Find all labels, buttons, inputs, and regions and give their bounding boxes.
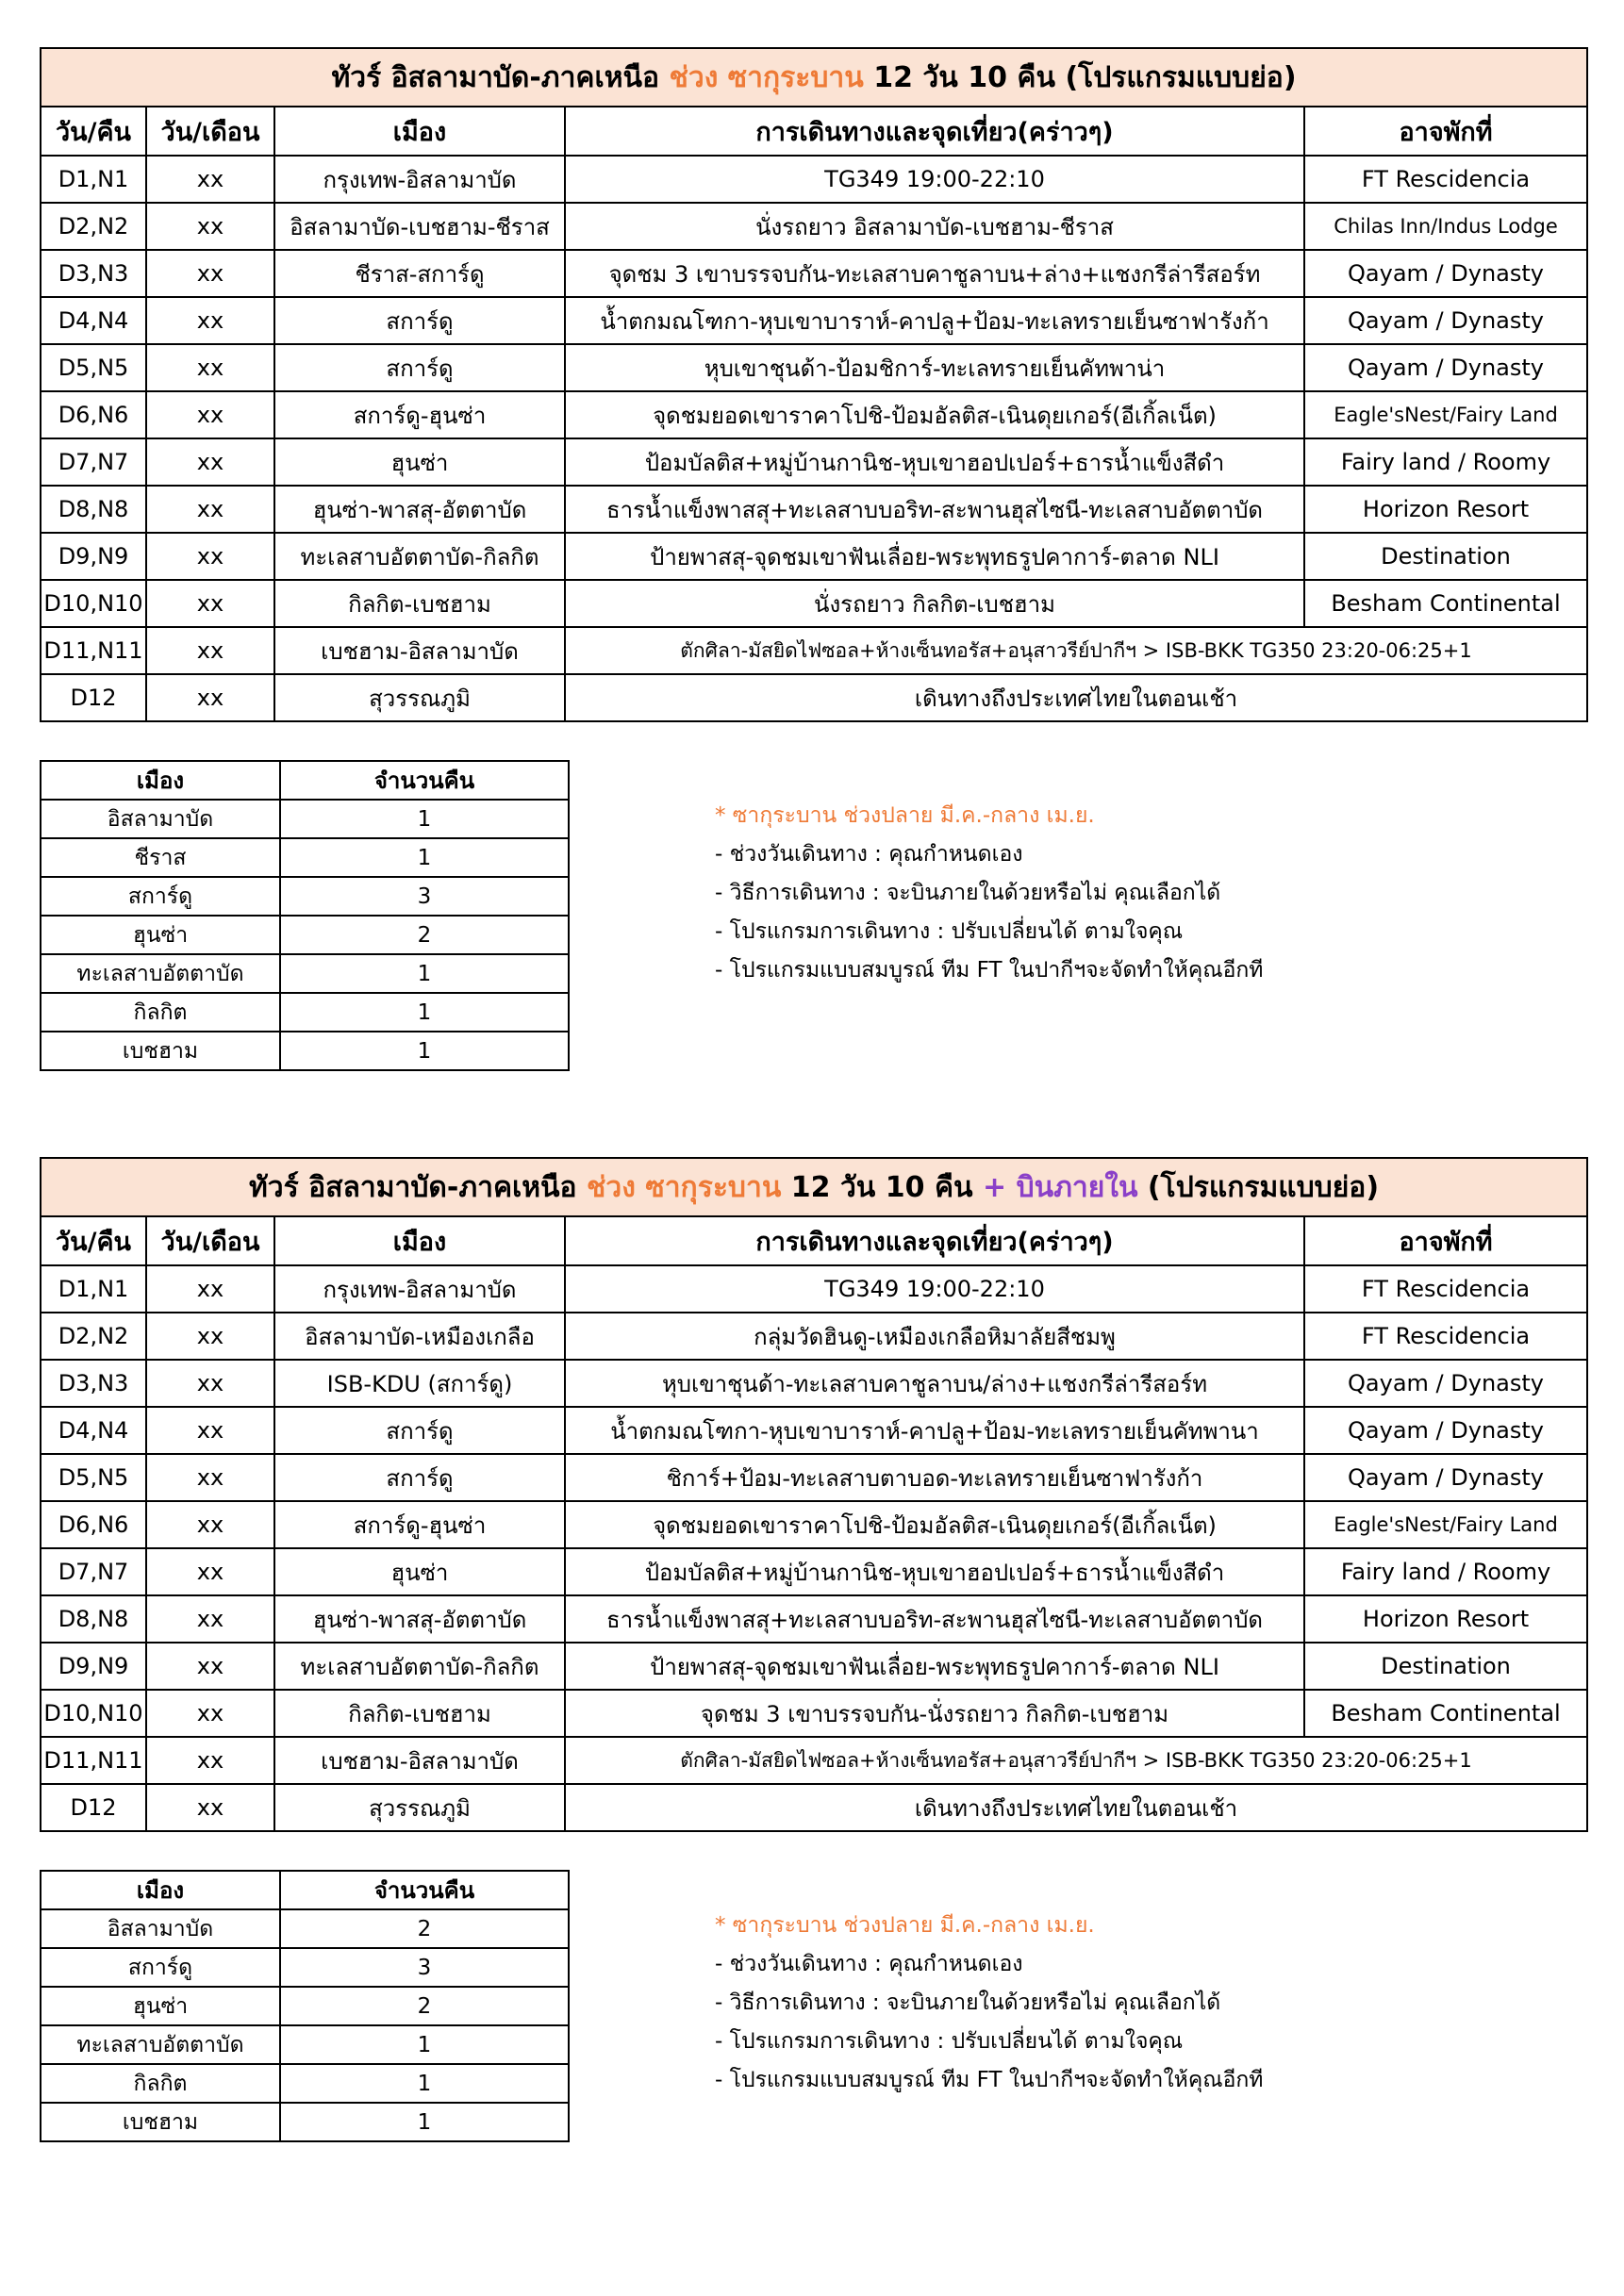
table-row	[41, 1407, 1587, 1454]
day-cell: D1,N1	[41, 156, 146, 203]
nights-count-cell: 1	[280, 2064, 569, 2103]
route-cell: ป้ายพาสสุ-จุดชมเขาฟันเลื่อย-พระพุทธรูปคาการ์-ตลาด NLI	[565, 1643, 1304, 1690]
nights-count-cell: 1	[280, 993, 569, 1032]
day-cell: D4,N4	[41, 297, 146, 344]
note-line: - โปรแกรมการเดินทาง : ปรับเปลี่ยนได้ ตามใจคุณ	[715, 919, 1184, 944]
nights-row	[41, 1032, 569, 1070]
route-cell: ป้ายพาสสุ-จุดชมเขาฟันเลื่อย-พระพุทธรูปคาการ์-ตลาด NLI	[565, 533, 1304, 580]
header-hotel: อาจพักที่	[1304, 1216, 1587, 1265]
table-row	[41, 627, 1587, 674]
nights-city-cell: ทะเลสาบอัตตาบัด	[41, 2025, 280, 2064]
hotel-cell: Qayam / Dynasty	[1304, 1454, 1587, 1501]
hotel-cell: Fairy land / Roomy	[1304, 1548, 1587, 1595]
nights-row	[41, 800, 569, 838]
title-part-duration: 12 วัน 10 คืน	[781, 1170, 983, 1204]
hotel-cell: Chilas Inn/Indus Lodge	[1304, 203, 1587, 250]
note-line: - โปรแกรมแบบสมบูรณ์ ทีม FT ในปากีฯจะจัดทำให้คุณอีกที	[715, 2068, 1264, 2092]
city-cell: สการ์ดู	[274, 344, 565, 391]
hotel-cell: Qayam / Dynasty	[1304, 1407, 1587, 1454]
route-cell: นั่งรถยาว อิสลามาบัด-เบชฮาม-ชีราส	[565, 203, 1304, 250]
table-row	[41, 674, 1587, 721]
date-cell: xx	[146, 156, 274, 203]
hotel-cell: Destination	[1304, 533, 1587, 580]
day-cell: D7,N7	[41, 1548, 146, 1595]
city-cell: ทะเลสาบอัตตาบัด-กิลกิต	[274, 533, 565, 580]
nights-city-cell: กิลกิต	[41, 2064, 280, 2103]
title-part-flight: + บินภายใน	[982, 1170, 1138, 1204]
city-cell: ฮุนซ่า	[274, 438, 565, 486]
season-note: * ซากุระบาน ช่วงปลาย มี.ค.-กลาง เม.ย.	[715, 1913, 1095, 1938]
note-line: - โปรแกรมแบบสมบูรณ์ ทีม FT ในปากีฯจะจัดทำให้คุณอีกที	[715, 958, 1264, 983]
nights-row	[41, 877, 569, 916]
date-cell: xx	[146, 674, 274, 721]
route-cell: ตักศิลา-มัสยิดไฟซอล+ห้างเซ็นทอรัส+อนุสาวรีย์ปากีฯ > ISB-BKK TG350 23:20-06:25+1	[565, 627, 1587, 674]
nights-header-count: จำนวนคืน	[280, 1871, 569, 1909]
city-cell: ชีราส-สการ์ดู	[274, 250, 565, 297]
title-part-main: ทัวร์ อิสลามาบัด-ภาคเหนือ	[331, 60, 670, 94]
date-cell: xx	[146, 1784, 274, 1831]
hotel-cell: Horizon Resort	[1304, 486, 1587, 533]
day-cell: D3,N3	[41, 250, 146, 297]
city-cell: ทะเลสาบอัตตาบัด-กิลกิต	[274, 1643, 565, 1690]
table-row	[41, 1265, 1587, 1313]
date-cell: xx	[146, 486, 274, 533]
city-cell: อิสลามาบัด-เหมืองเกลือ	[274, 1313, 565, 1360]
hotel-cell: Qayam / Dynasty	[1304, 344, 1587, 391]
table-row	[41, 1784, 1587, 1831]
city-cell: สการ์ดู-ฮุนซ่า	[274, 391, 565, 438]
table-row	[41, 580, 1587, 627]
hotel-cell: Qayam / Dynasty	[1304, 297, 1587, 344]
header-date: วัน/เดือน	[146, 1216, 274, 1265]
title-part-main: ทัวร์ อิสลามาบัด-ภาคเหนือ	[249, 1170, 588, 1204]
day-cell: D2,N2	[41, 203, 146, 250]
day-cell: D9,N9	[41, 533, 146, 580]
header-city: เมือง	[274, 107, 565, 156]
hotel-cell: Fairy land / Roomy	[1304, 438, 1587, 486]
nights-city-cell: สการ์ดู	[41, 1948, 280, 1987]
nights-row	[41, 1909, 569, 1948]
nights-count-cell: 2	[280, 1909, 569, 1948]
city-cell: อิสลามาบัด-เบชฮาม-ชีราส	[274, 203, 565, 250]
nights-city-cell: สการ์ดู	[41, 877, 280, 916]
day-cell: D12	[41, 1784, 146, 1831]
nights-row	[41, 838, 569, 877]
day-cell: D6,N6	[41, 391, 146, 438]
nights-count-cell: 1	[280, 1032, 569, 1070]
route-cell: TG349 19:00-22:10	[565, 156, 1304, 203]
note-line: - โปรแกรมการเดินทาง : ปรับเปลี่ยนได้ ตามใจคุณ	[715, 2029, 1184, 2054]
day-cell: D3,N3	[41, 1360, 146, 1407]
route-cell: จุดชม 3 เขาบรรจบกัน-นั่งรถยาว กิลกิต-เบชฮาม	[565, 1690, 1304, 1737]
nights-header-count: จำนวนคืน	[280, 761, 569, 800]
header-hotel: อาจพักที่	[1304, 107, 1587, 156]
route-cell: TG349 19:00-22:10	[565, 1265, 1304, 1313]
nights-city-cell: ชีราส	[41, 838, 280, 877]
day-cell: D4,N4	[41, 1407, 146, 1454]
hotel-cell: FT Rescidencia	[1304, 156, 1587, 203]
route-cell: ธารน้ำแข็งพาสสุ+ทะเลสาบบอริท-สะพานฮุสไซนี-ทะเลสาบอัตตาบัด	[565, 486, 1304, 533]
table-row	[41, 1501, 1587, 1548]
date-cell: xx	[146, 1690, 274, 1737]
hotel-cell: FT Rescidencia	[1304, 1313, 1587, 1360]
nights-row	[41, 993, 569, 1032]
nights-count-cell: 1	[280, 2103, 569, 2141]
hotel-cell: Eagle'sNest/Fairy Land	[1304, 391, 1587, 438]
hotel-cell: Qayam / Dynasty	[1304, 250, 1587, 297]
nights-count-cell: 1	[280, 2025, 569, 2064]
table-row	[41, 1548, 1587, 1595]
date-cell: xx	[146, 1407, 274, 1454]
day-cell: D6,N6	[41, 1501, 146, 1548]
itinerary-table-2	[40, 1157, 1588, 1832]
header-row	[41, 107, 1587, 156]
nights-header-row	[41, 761, 569, 800]
route-cell: ตักศิลา-มัสยิดไฟซอล+ห้างเซ็นทอรัส+อนุสาวรีย์ปากีฯ > ISB-BKK TG350 23:20-06:25+1	[565, 1737, 1587, 1784]
nights-count-cell: 2	[280, 916, 569, 954]
city-cell: ฮุนซ่า	[274, 1548, 565, 1595]
route-cell: หุบเขาชุนด้า-ทะเลสาบคาชูลาบน/ล่าง+แชงกรีล่ารีสอร์ท	[565, 1360, 1304, 1407]
city-cell: ISB-KDU (สการ์ดู)	[274, 1360, 565, 1407]
route-cell: ธารน้ำแข็งพาสสุ+ทะเลสาบบอริท-สะพานฮุสไซนี-ทะเลสาบอัตตาบัด	[565, 1595, 1304, 1643]
header-route: การเดินทางและจุดเที่ยว(คร่าวๆ)	[565, 1216, 1304, 1265]
date-cell: xx	[146, 1313, 274, 1360]
title-part-season: ช่วง ซากุระบาน	[587, 1170, 782, 1204]
date-cell: xx	[146, 250, 274, 297]
itinerary-section-1	[40, 47, 1586, 1064]
route-cell: หุบเขาชุนด้า-ป้อมชิการ์-ทะเลทรายเย็นคัทพาน่า	[565, 344, 1304, 391]
nights-city-cell: ฮุนซ่า	[41, 1987, 280, 2025]
day-cell: D8,N8	[41, 1595, 146, 1643]
day-cell: D7,N7	[41, 438, 146, 486]
nights-header-city: เมือง	[41, 1871, 280, 1909]
nights-city-cell: ฮุนซ่า	[41, 916, 280, 954]
header-row	[41, 1216, 1587, 1265]
day-cell: D2,N2	[41, 1313, 146, 1360]
date-cell: xx	[146, 1737, 274, 1784]
date-cell: xx	[146, 1501, 274, 1548]
day-cell: D5,N5	[41, 1454, 146, 1501]
table-row	[41, 344, 1587, 391]
date-cell: xx	[146, 297, 274, 344]
nights-count-cell: 3	[280, 1948, 569, 1987]
date-cell: xx	[146, 344, 274, 391]
title-part-note: (โปรแกรมแบบย่อ)	[1065, 60, 1297, 94]
nights-row	[41, 2103, 569, 2141]
route-cell: เดินทางถึงประเทศไทยในตอนเช้า	[565, 674, 1587, 721]
date-cell: xx	[146, 438, 274, 486]
hotel-cell: Besham Continental	[1304, 580, 1587, 627]
city-cell: สุวรรณภูมิ	[274, 1784, 565, 1831]
nights-city-cell: เบชฮาม	[41, 2103, 280, 2141]
table-title	[41, 48, 1587, 107]
note-line: - ช่วงวันเดินทาง : คุณกำหนดเอง	[715, 1952, 1023, 1976]
notes-block-2	[715, 1907, 1263, 2100]
table-row	[41, 391, 1587, 438]
table-row	[41, 533, 1587, 580]
table-row	[41, 297, 1587, 344]
title-part-season: ช่วง ซากุระบาน	[669, 60, 864, 94]
table-row	[41, 486, 1587, 533]
nights-count-cell: 1	[280, 954, 569, 993]
table-row	[41, 1690, 1587, 1737]
date-cell: xx	[146, 533, 274, 580]
day-cell: D11,N11	[41, 1737, 146, 1784]
date-cell: xx	[146, 1595, 274, 1643]
hotel-cell: Qayam / Dynasty	[1304, 1360, 1587, 1407]
table-row	[41, 203, 1587, 250]
date-cell: xx	[146, 1360, 274, 1407]
route-cell: กลุ่มวัดฮินดู-เหมืองเกลือหิมาลัยสีชมพู	[565, 1313, 1304, 1360]
day-cell: D10,N10	[41, 580, 146, 627]
date-cell: xx	[146, 1265, 274, 1313]
date-cell: xx	[146, 1643, 274, 1690]
nights-city-cell: อิสลามาบัด	[41, 800, 280, 838]
date-cell: xx	[146, 1454, 274, 1501]
nights-count-cell: 3	[280, 877, 569, 916]
nights-header-city: เมือง	[41, 761, 280, 800]
table-row	[41, 1595, 1587, 1643]
day-cell: D8,N8	[41, 486, 146, 533]
city-cell: กิลกิต-เบชฮาม	[274, 1690, 565, 1737]
nights-row	[41, 2025, 569, 2064]
nights-city-cell: เบชฮาม	[41, 1032, 280, 1070]
route-cell: ป้อมบัลติส+หมู่บ้านกานิช-หุบเขาฮอปเปอร์+ธารน้ำแข็งสีดำ	[565, 1548, 1304, 1595]
city-cell: สการ์ดู	[274, 1407, 565, 1454]
itinerary-table-1	[40, 47, 1588, 722]
hotel-cell: Besham Continental	[1304, 1690, 1587, 1737]
city-cell: สการ์ดู	[274, 297, 565, 344]
city-cell: กรุงเทพ-อิสลามาบัด	[274, 156, 565, 203]
city-cell: เบชฮาม-อิสลามาบัด	[274, 1737, 565, 1784]
city-cell: สุวรรณภูมิ	[274, 674, 565, 721]
note-line: - วิธีการเดินทาง : จะบินภายในด้วยหรือไม่ คุณเลือกได้	[715, 881, 1221, 905]
hotel-cell: Horizon Resort	[1304, 1595, 1587, 1643]
day-cell: D11,N11	[41, 627, 146, 674]
nights-row	[41, 1987, 569, 2025]
nights-header-row	[41, 1871, 569, 1909]
nights-row	[41, 954, 569, 993]
date-cell: xx	[146, 1548, 274, 1595]
nights-table-2	[40, 1870, 570, 2142]
table-row	[41, 250, 1587, 297]
season-note: * ซากุระบาน ช่วงปลาย มี.ค.-กลาง เม.ย.	[715, 803, 1095, 828]
city-cell: ฮุนซ่า-พาสสุ-อัตตาบัด	[274, 486, 565, 533]
header-city: เมือง	[274, 1216, 565, 1265]
nights-row	[41, 916, 569, 954]
table-row	[41, 1737, 1587, 1784]
nights-count-cell: 1	[280, 800, 569, 838]
city-cell: สการ์ดู-ฮุนซ่า	[274, 1501, 565, 1548]
nights-count-cell: 2	[280, 1987, 569, 2025]
route-cell: จุดชมยอดเขาราคาโปชิ-ป้อมอัลติส-เนินดุยเกอร์(อีเกิ้ลเน็ต)	[565, 391, 1304, 438]
table-row	[41, 1313, 1587, 1360]
nights-row	[41, 2064, 569, 2103]
date-cell: xx	[146, 627, 274, 674]
route-cell: ชิการ์+ป้อม-ทะเลสาบตาบอด-ทะเลทรายเย็นซาฟารังก้า	[565, 1454, 1304, 1501]
route-cell: น้ำตกมณโฑกา-หุบเขาบาราห์-คาปลู+ป้อม-ทะเลทรายเย็นคัทพานา	[565, 1407, 1304, 1454]
notes-block-1	[715, 797, 1263, 990]
route-cell: น้ำตกมณโฑกา-หุบเขาบาราห์-คาปลู+ป้อม-ทะเลทรายเย็นซาฟารังก้า	[565, 297, 1304, 344]
nights-city-cell: อิสลามาบัด	[41, 1909, 280, 1948]
title-row	[41, 1158, 1587, 1216]
itinerary-section-2	[40, 1157, 1586, 2135]
note-line: - วิธีการเดินทาง : จะบินภายในด้วยหรือไม่ คุณเลือกได้	[715, 1990, 1221, 2015]
date-cell: xx	[146, 391, 274, 438]
note-line: - ช่วงวันเดินทาง : คุณกำหนดเอง	[715, 842, 1023, 867]
date-cell: xx	[146, 580, 274, 627]
hotel-cell: Eagle'sNest/Fairy Land	[1304, 1501, 1587, 1548]
city-cell: กิลกิต-เบชฮาม	[274, 580, 565, 627]
nights-city-cell: ทะเลสาบอัตตาบัด	[41, 954, 280, 993]
table-row	[41, 438, 1587, 486]
table-row	[41, 1643, 1587, 1690]
header-date: วัน/เดือน	[146, 107, 274, 156]
table-row	[41, 1360, 1587, 1407]
day-cell: D5,N5	[41, 344, 146, 391]
route-cell: ป้อมบัลติส+หมู่บ้านกานิช-หุบเขาฮอปเปอร์+ธารน้ำแข็งสีดำ	[565, 438, 1304, 486]
hotel-cell: Destination	[1304, 1643, 1587, 1690]
title-part-duration: 12 วัน 10 คืน	[863, 60, 1066, 94]
nights-city-cell: กิลกิต	[41, 993, 280, 1032]
city-cell: กรุงเทพ-อิสลามาบัด	[274, 1265, 565, 1313]
day-cell: D12	[41, 674, 146, 721]
nights-table-1	[40, 760, 570, 1071]
hotel-cell: FT Rescidencia	[1304, 1265, 1587, 1313]
day-cell: D9,N9	[41, 1643, 146, 1690]
day-cell: D1,N1	[41, 1265, 146, 1313]
date-cell: xx	[146, 203, 274, 250]
title-row	[41, 48, 1587, 107]
city-cell: เบชฮาม-อิสลามาบัด	[274, 627, 565, 674]
table-row	[41, 1454, 1587, 1501]
nights-row	[41, 1948, 569, 1987]
header-day: วัน/คืน	[41, 1216, 146, 1265]
route-cell: จุดชมยอดเขาราคาโปชิ-ป้อมอัลติส-เนินดุยเกอร์(อีเกิ้ลเน็ต)	[565, 1501, 1304, 1548]
day-cell: D10,N10	[41, 1690, 146, 1737]
table-row	[41, 156, 1587, 203]
route-cell: จุดชม 3 เขาบรรจบกัน-ทะเลสาบคาชูลาบน+ล่าง+แชงกรีล่ารีสอร์ท	[565, 250, 1304, 297]
header-day: วัน/คืน	[41, 107, 146, 156]
table-title	[41, 1158, 1587, 1216]
route-cell: เดินทางถึงประเทศไทยในตอนเช้า	[565, 1784, 1587, 1831]
nights-count-cell: 1	[280, 838, 569, 877]
title-part-note: (โปรแกรมแบบย่อ)	[1137, 1170, 1380, 1204]
city-cell: สการ์ดู	[274, 1454, 565, 1501]
city-cell: ฮุนซ่า-พาสสุ-อัตตาบัด	[274, 1595, 565, 1643]
header-route: การเดินทางและจุดเที่ยว(คร่าวๆ)	[565, 107, 1304, 156]
route-cell: นั่งรถยาว กิลกิต-เบชฮาม	[565, 580, 1304, 627]
